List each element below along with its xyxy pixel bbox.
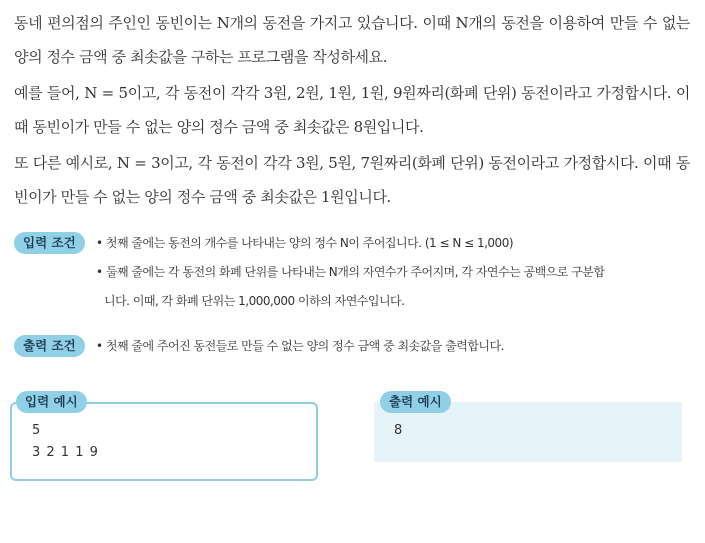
- problem-paragraph-3: 또 다른 예시로, N = 3이고, 각 동전이 각각 3원, 5원, 7원짜리(화폐 단위) 동전이라고 가정합시다. 이때 동빈이가 만들 수 없는 양의 정수 금액 중 최솟값은 1원입니다.: [14, 154, 690, 206]
- problem-paragraph-1: 동네 편의점의 주인인 동빈이는 N개의 동전을 가지고 있습니다. 이때 N개의 동전을 이용하여 만들 수 없는 양의 정수 금액 중 최솟값을 구하는 프로그램을 작성하세요.: [14, 14, 690, 66]
- output-condition-line-1: • 첫째 줄에 주어진 동전들로 만들 수 없는 양의 정수 금액 중 최솟값을 출력합니다.: [96, 339, 504, 353]
- output-condition-badge: 출력 조건: [14, 335, 85, 357]
- input-condition-badge: 입력 조건: [14, 232, 85, 254]
- output-example-badge: 출력 예시: [380, 391, 451, 413]
- input-condition-line-2: • 둘째 줄에는 각 동전의 화폐 단위를 나타내는 N개의 자연수가 주어지며, 각 자연수는 공백으로 구분합: [96, 265, 605, 279]
- problem-paragraph-2: 예를 들어, N = 5이고, 각 동전이 각각 3원, 2원, 1원, 1원, 9원짜리(화폐 단위) 동전이라고 가정합시다. 이때 동빈이가 만들 수 없는 양의 정수 금액 중 최솟값은 8원입니다.: [14, 84, 690, 136]
- input-example-line-2: 3 2 1 1 9: [32, 445, 99, 460]
- output-example-line-1: 8: [394, 423, 404, 438]
- input-condition-line-1: • 첫째 줄에는 동전의 개수를 나타내는 양의 정수 N이 주어집니다. (1 ≤ N ≤ 1,000): [96, 236, 514, 250]
- input-example-line-1: 5: [32, 423, 42, 438]
- input-condition-line-3: 니다. 이때, 각 화폐 단위는 1,000,000 이하의 자연수입니다.: [104, 294, 405, 308]
- input-example-badge: 입력 예시: [16, 391, 87, 413]
